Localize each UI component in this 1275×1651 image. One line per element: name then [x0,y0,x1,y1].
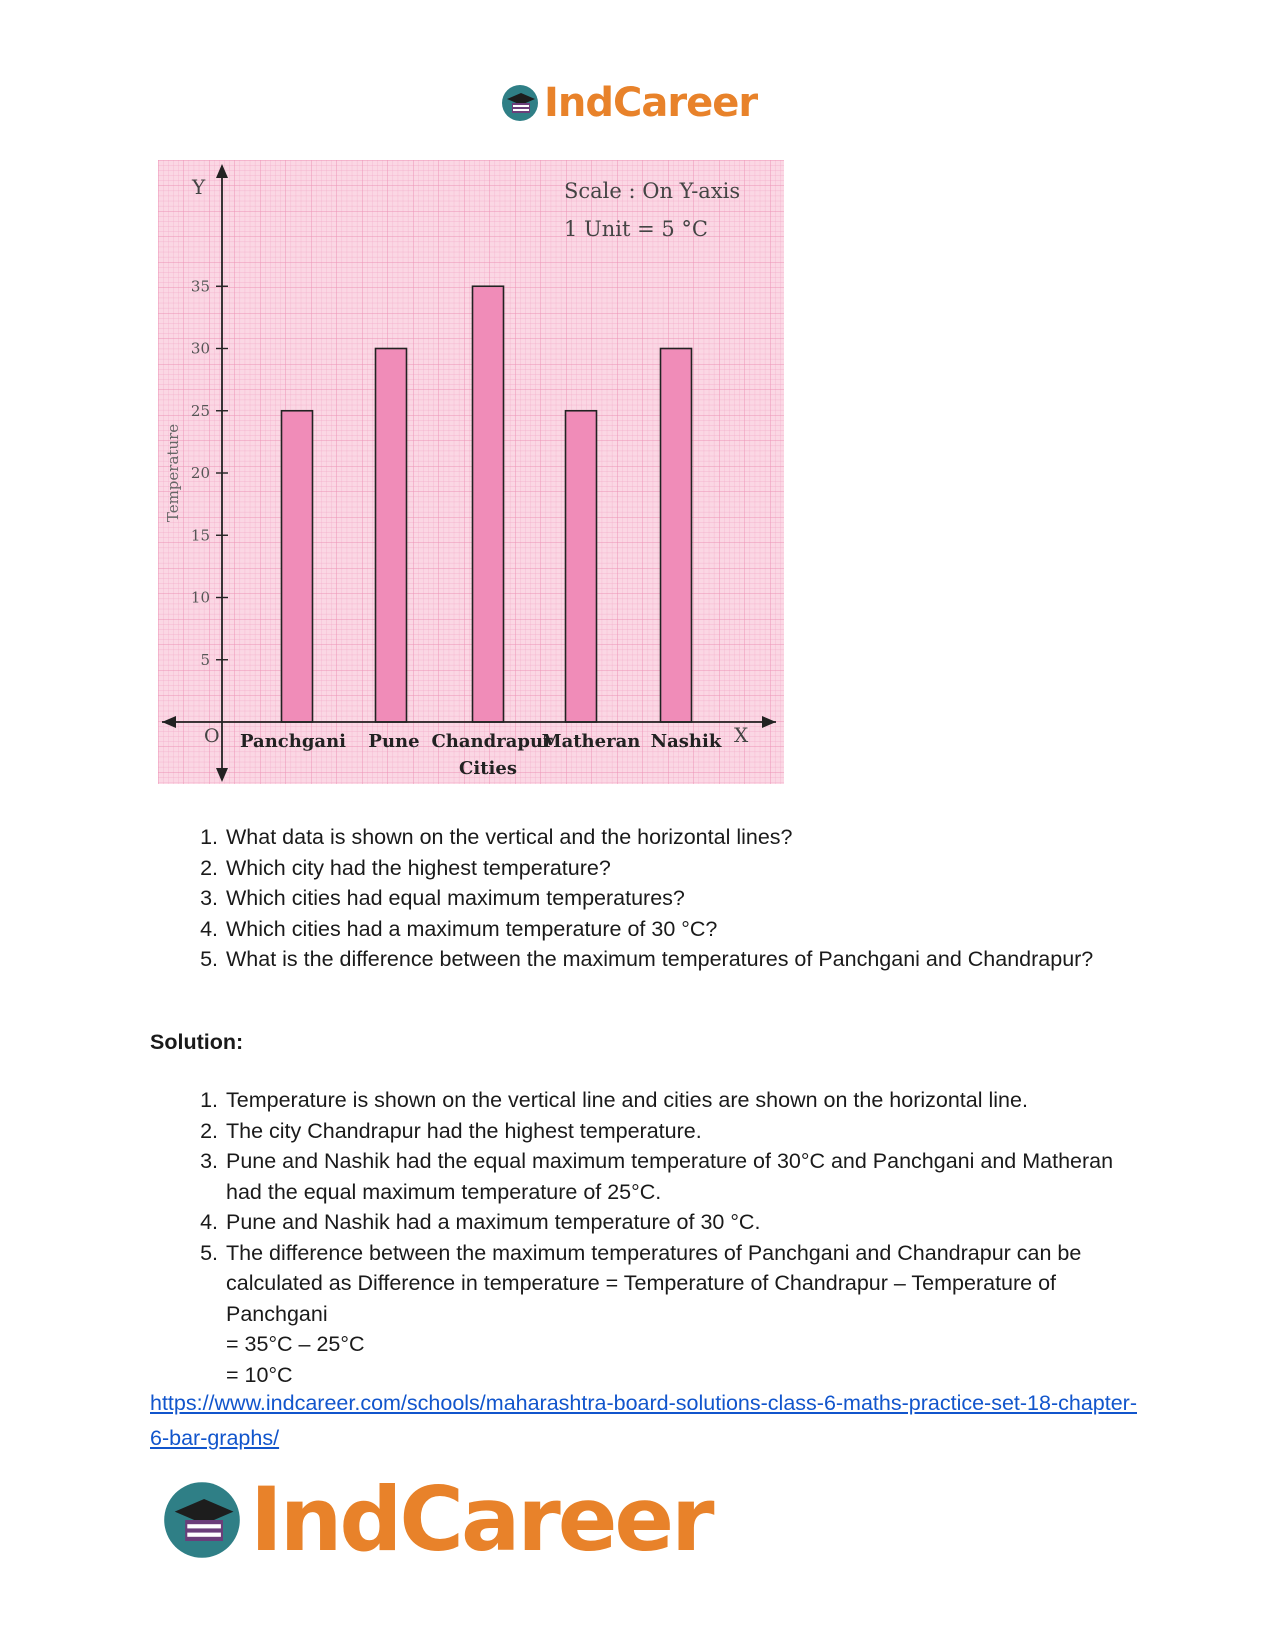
question-item: 1. What data is shown on the vertical and the horizontal lines? [224,822,1154,853]
x-tick-label: Matheran [541,731,641,752]
y-tick-label: 10 [190,588,210,607]
logo-text: IndCareer [250,1468,712,1571]
y-axis-letter: Y [192,175,206,199]
indcareer-logo-bottom [160,1468,712,1571]
indcareer-logo-top [500,80,757,126]
logo-text: IndCareer [544,80,758,126]
answer-item: 3. Pune and Nashik had the equal maximum temperature of 30°C and Panchgani and Matheran had the equal maximum temperature of 25°C. [224,1146,1154,1207]
y-tick-label: 15 [190,526,210,545]
bar-nashik [661,349,692,723]
scale-note-line-2: 1 Unit = 5 °C [564,217,708,241]
chart-svg [158,160,784,784]
question-item: 2. Which city had the highest temperature? [224,853,1154,884]
source-link[interactable]: https://www.indcareer.com/schools/maharashtra-board-solutions-class-6-maths-practice-set-18-chapter-6-bar-graphs/ [150,1391,1137,1450]
question-item: 3. Which cities had equal maximum temperatures? [224,883,1154,914]
graduation-cap-icon [500,83,540,123]
temperature-bar-chart [158,160,784,784]
x-tick-label: Nashik [650,731,722,752]
bar-matheran [566,411,597,722]
calc-step-1: = 35°C – 25°C [226,1332,365,1356]
graduation-cap-icon [160,1478,244,1562]
y-tick-label: 35 [190,277,210,296]
calc-step-2: = 10°C [226,1362,293,1387]
y-axis-title: Temperature [164,423,182,523]
y-tick-label: 30 [190,339,210,358]
y-tick-label: 20 [190,464,210,482]
answer-item: 4. Pune and Nashik had a maximum temperature of 30 °C. [224,1207,1154,1238]
bar-chandrapur [473,286,504,722]
answer-5-text: The difference between the maximum temperatures of Panchgani and Chandrapur can be calculated as Difference in temperature = Temperature of Chandrapur – Temperature of Panchgani [226,1240,1082,1326]
origin-label: O [204,725,220,747]
answer-list [190,1085,1154,1390]
solution-heading: Solution: [150,1030,244,1054]
answer-item: 1. Temperature is shown on the vertical line and cities are shown on the horizontal line. [224,1085,1154,1116]
bar-panchgani [282,411,313,722]
y-tick-label: 25 [190,401,210,420]
answer-item: 2. The city Chandrapur had the highest temperature. [224,1116,1154,1147]
y-tick-label: 5 [200,650,210,669]
x-tick-label: Pune [368,731,420,752]
scale-note-line-1: Scale : On Y-axis [564,179,741,203]
question-item: 5. What is the difference between the maximum temperatures of Panchgani and Chandrapur? [224,944,1154,975]
question-item: 4. Which cities had a maximum temperature of 30 °C? [224,914,1154,945]
bar-pune [376,349,407,723]
question-list [190,822,1154,975]
x-axis-letter: X [734,723,749,747]
x-tick-label: Panchgani [239,731,347,752]
x-tick-label: Chandrapur [431,731,553,752]
answer-item [224,1238,1154,1391]
x-axis-title: Cities [459,758,517,779]
